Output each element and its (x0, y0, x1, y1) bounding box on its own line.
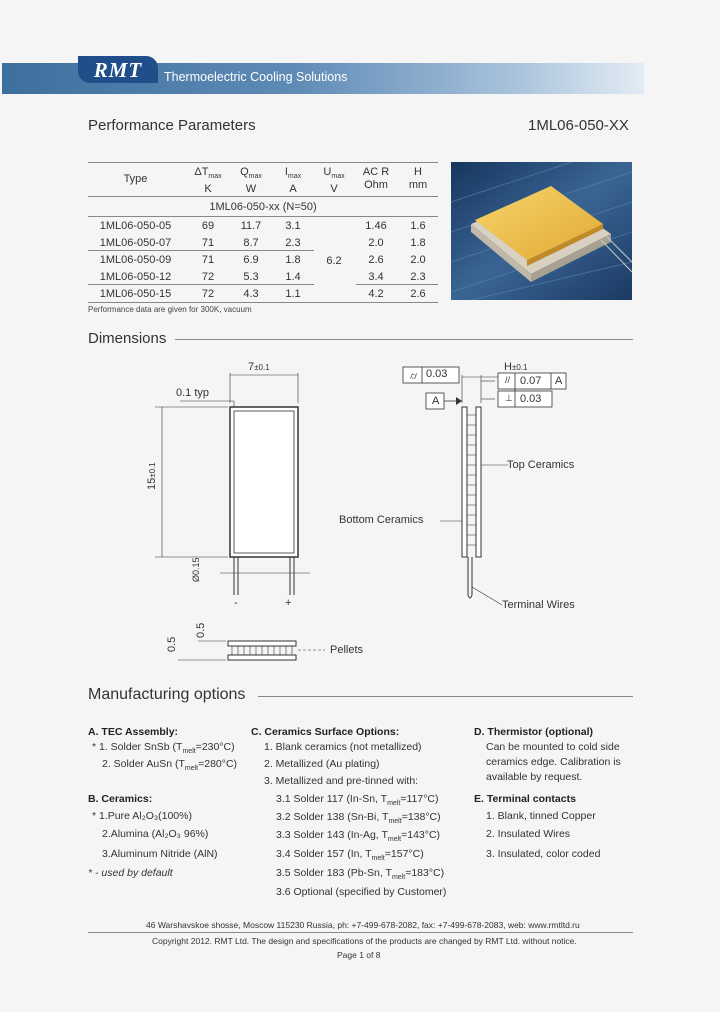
thermistor-heading: D. Thermistor (optional) (474, 726, 593, 738)
row-rule (88, 250, 314, 251)
tagline: Thermoelectric Cooling Solutions (164, 70, 348, 84)
table-cell-q: 6.9 (243, 254, 259, 266)
table-bottom-rule (88, 302, 438, 303)
perp-icon: ⊥ (505, 393, 513, 403)
dimensions-title: Dimensions (88, 330, 167, 347)
dim-a: 0.5 (195, 622, 207, 638)
tec-item-2: 2. Solder AuSn $(T_{melt}=280^\circ C)$ (102, 758, 238, 773)
col-header-i: $I_{max}$ A (284, 166, 302, 196)
surface-item: 2. Metallized (Au plating) (264, 758, 380, 770)
tec-item-1: * 1. Solder SnSb $(T_{melt}=230^\circ C)$ (92, 741, 235, 756)
umax-value: 6.2 (326, 255, 342, 267)
parallel-value: 0.07 (520, 375, 542, 387)
surface-heading: C. Ceramics Surface Options: (251, 726, 400, 738)
top-ceramics-label: Top Ceramics (507, 459, 575, 471)
footer-rule (88, 932, 633, 933)
table-cell-q: 8.7 (243, 237, 259, 249)
table-cell-dt: 72 (201, 288, 215, 300)
datum-a: A (432, 395, 440, 407)
table-cell-acr: 3.4 (368, 271, 384, 283)
surface-item: 3.6 Optional (specified by Customer) (276, 886, 447, 898)
table-cell-dt: 71 (201, 254, 215, 266)
row-rule (356, 284, 438, 285)
performance-title: Performance Parameters (88, 117, 256, 134)
surface-item: 3.1 Solder 117 (In-Sn, $T_{melt}=117^\circ C$) (276, 793, 439, 808)
perp-value: 0.03 (520, 393, 542, 405)
table-cell-i: 1.8 (285, 254, 301, 266)
table-cell-type: 1ML06-050-15 (99, 288, 172, 300)
table-cell-acr: 4.2 (368, 288, 384, 300)
table-cell-i: 1.1 (285, 288, 301, 300)
table-cell-h: 1.6 (410, 220, 426, 232)
thermistor-line-3: available by request. (486, 771, 583, 783)
table-cell-q: 4.3 (243, 288, 259, 300)
parallel-icon: // (505, 375, 511, 385)
table-cell-q: 11.7 (240, 220, 262, 232)
performance-note: Performance data are given for 300K, vacuum (88, 305, 252, 314)
manufacturing-title: Manufacturing options (88, 686, 246, 703)
table-top-rule (88, 162, 438, 163)
surface-item: 1. Blank ceramics (not metallized) (264, 741, 422, 753)
row-rule (88, 284, 314, 285)
table-cell-dt: 69 (201, 220, 215, 232)
typ-dimension: 0.1 typ (176, 387, 210, 399)
ceramics-item-3: 3.Aluminum Nitride (AlN) (102, 848, 218, 860)
logo: RMT (93, 58, 143, 82)
h-dimension: H±0.1 (504, 361, 528, 373)
terminal-heading: E. Terminal contacts (474, 793, 576, 805)
col-header-q: $Q_{max}$ W (240, 166, 262, 196)
terminal-item-2: 2. Insulated Wires (486, 828, 571, 840)
width-dimension: 7±0.1 (248, 361, 270, 373)
parallel-ref: A (555, 375, 563, 387)
manufacturing-rule (258, 696, 633, 697)
minus-terminal: - (234, 597, 238, 609)
table-cell-type: 1ML06-050-07 (99, 237, 172, 249)
table-cell-i: 2.3 (285, 237, 301, 249)
table-group-rule (88, 216, 438, 217)
table-cell-h: 2.6 (410, 288, 426, 300)
table-cell-type: 1ML06-050-12 (99, 271, 172, 283)
table-cell-i: 1.4 (285, 271, 301, 283)
table-cell-type: 1ML06-050-09 (99, 254, 172, 266)
tec-assembly-heading: A. TEC Assembly: (88, 726, 179, 738)
table-cell-dt: 71 (201, 237, 215, 249)
model-number: 1ML06-050-XX (528, 117, 629, 134)
table-cell-h: 2.0 (410, 254, 426, 266)
ceramics-item-2: 2.Alumina (Al₂O₃ 96%) (102, 828, 209, 840)
col-header-dt: $\Delta T_{max}$ K (194, 166, 222, 196)
thermistor-line-2: ceramics edge. Calibration is (486, 756, 621, 768)
table-cell-dt: 72 (201, 271, 215, 283)
product-photo (451, 162, 632, 300)
table-cell-acr: 2.0 (368, 237, 384, 249)
plus-terminal: + (285, 597, 292, 609)
default-footnote: * - used by default (88, 867, 173, 879)
table-header-rule (88, 196, 438, 197)
surface-item: 3.5 Solder 183 (Pb-Sn, $T_{melt}=183^\circ C$) (276, 867, 445, 882)
length-dimension: 15±0.1 (146, 462, 158, 490)
table-cell-h: 1.8 (410, 237, 426, 249)
col-header-type: Type (123, 173, 148, 185)
group-label: 1ML06-050-xx (N=50) (209, 201, 317, 213)
ceramics-item-1: * 1.Pure Al₂O₃(100%) (92, 810, 192, 822)
footer-page: Page 1 of 8 (337, 950, 381, 960)
svg-text:⌭: ⌭ (410, 371, 418, 382)
table-cell-acr: 1.46 (365, 220, 387, 232)
ceramics-heading: B. Ceramics: (88, 793, 153, 805)
table-cell-type: 1ML06-050-05 (99, 220, 172, 232)
bottom-ceramics-label: Bottom Ceramics (339, 514, 424, 526)
wire-diameter: Ø0.15 (191, 557, 201, 582)
dimensions-rule (175, 339, 633, 340)
surface-item: 3.2 Solder 138 (Sn-Bi, $T_{melt}=138^\circ C$) (276, 811, 441, 826)
pellets-label: Pellets (330, 644, 364, 656)
thermistor-line-1: Can be mounted to cold side (486, 741, 620, 753)
footer-copyright: Copyright 2012. RMT Ltd. The design and specifications of the products are changed by RMT Ltd. without notice. (152, 936, 577, 946)
col-header-acr: AC R Ohm (362, 166, 390, 191)
terminal-wires-label: Terminal Wires (502, 599, 575, 611)
table-cell-q: 5.3 (243, 271, 259, 283)
dim-b: 0.5 (166, 636, 178, 652)
footer-address: 46 Warshavskoe shosse, Moscow 115230 Russia, ph: +7-499-678-2082, fax: +7-499-678-2083, web: www.rmtltd.ru (146, 920, 580, 930)
surface-item: 3.3 Solder 143 (In-Ag, $T_{melt}=143^\circ C$) (276, 829, 441, 844)
flatness-value: 0.03 (426, 368, 448, 380)
terminal-item-1: 1. Blank, tinned Copper (486, 810, 596, 822)
surface-item: 3. Metallized and pre-tinned with: (264, 775, 419, 787)
col-header-h: H mm (408, 166, 428, 191)
surface-item: 3.4 Solder 157 (In, $T_{melt}=157^\circ C$) (276, 848, 424, 863)
table-cell-acr: 2.6 (368, 254, 384, 266)
table-cell-i: 3.1 (285, 220, 301, 232)
col-header-u: $U_{max}$ V (323, 166, 345, 196)
table-cell-h: 2.3 (410, 271, 426, 283)
terminal-item-3: 3. Insulated, color coded (486, 848, 601, 860)
